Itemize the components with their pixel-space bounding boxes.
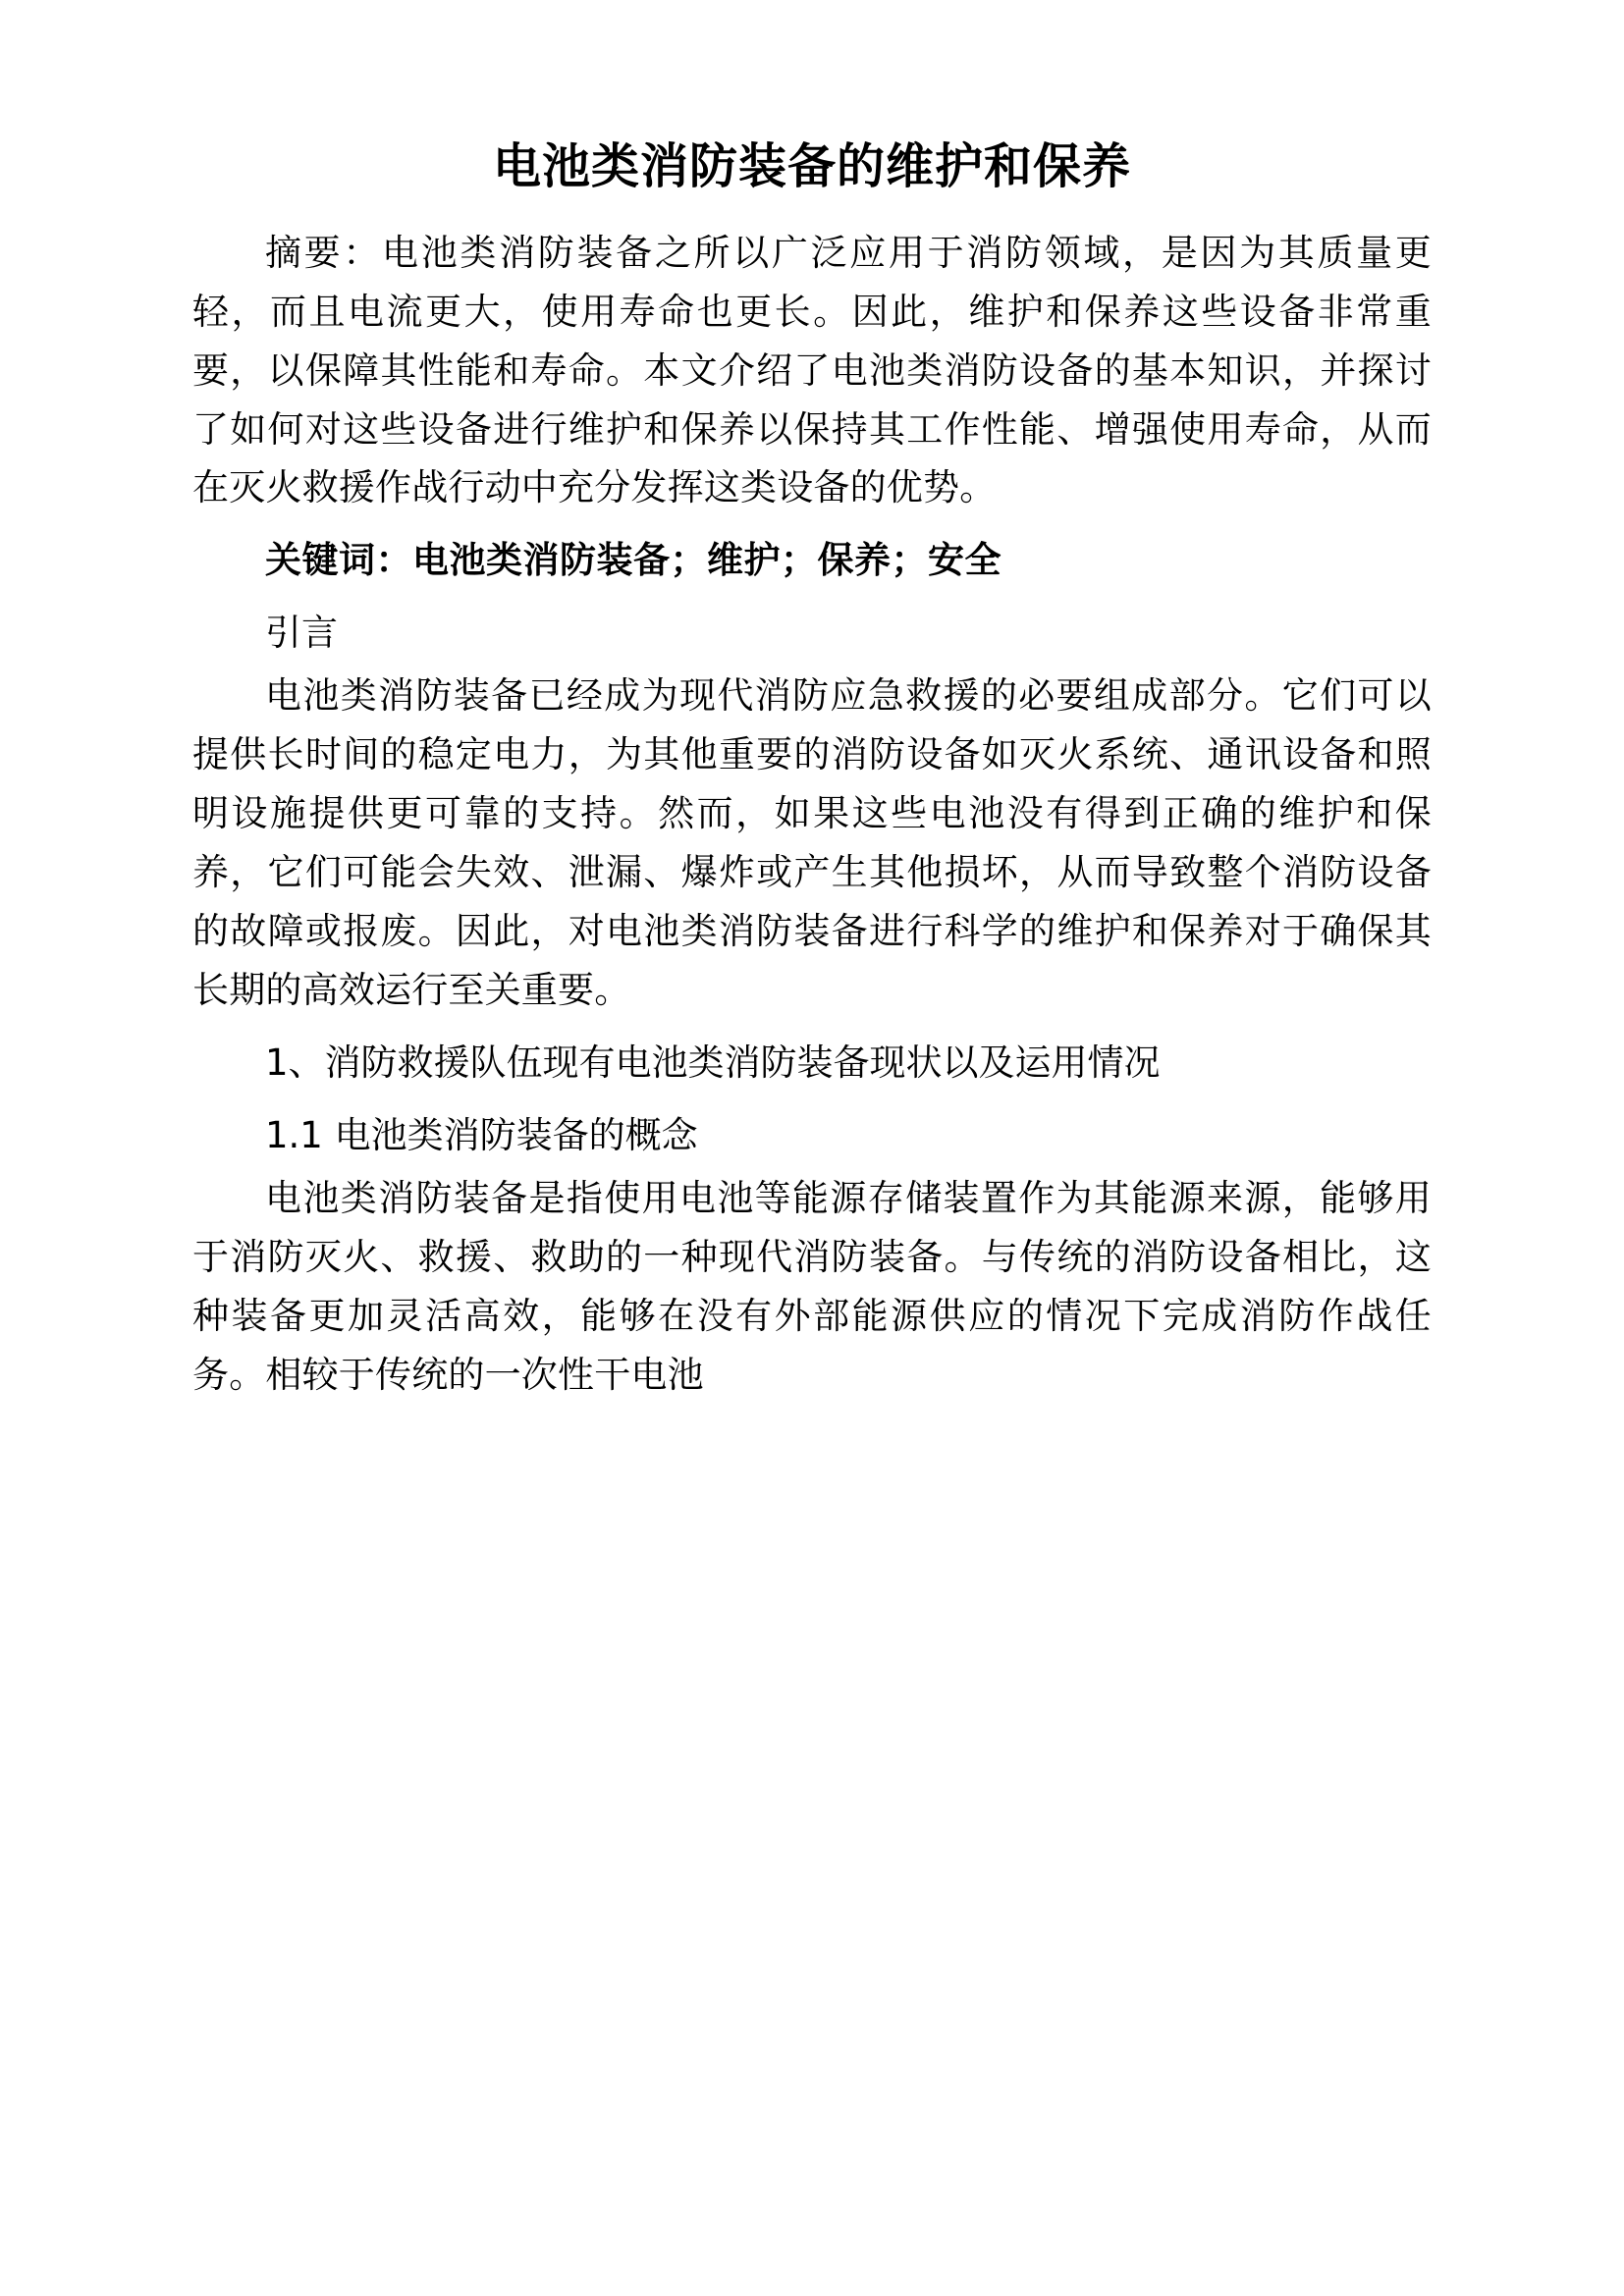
spacer <box>192 521 1432 531</box>
spacer <box>192 1024 1432 1034</box>
spacer <box>192 594 1432 604</box>
section-1-1-paragraph: 电池类消防装备是指使用电池等能源存储装置作为其能源来源，能够用于消防灭火、救援、救助的一种现代消防装备。与传统的消防设备相比，这种装备更加灵活高效，能够在没有外部能源供应的情况下完成消防作战任务。相较于传统的一次性干电池 <box>192 1176 1432 1396</box>
section-heading-introduction: 引言 <box>265 612 338 655</box>
introduction-paragraph: 电池类消防装备已经成为现代消防应急救援的必要组成部分。它们可以提供长时间的稳定电力，为其他重要的消防设备如灭火系统、通讯设备和照明设施提供更可靠的支持。然而，如果这些电池没有得到正确的维护和保养，它们可能会失效、泄漏、爆炸或产生其他损坏，从而导致整个消防设备的故障或报废。因此，对电池类消防装备进行科学的维护和保养对于确保其长期的高效运行至关重要。 <box>192 674 1432 1011</box>
abstract-paragraph: 摘要：电池类消防装备之所以广泛应用于消防领域，是因为其质量更轻，而且电流更大，使用寿命也更长。因此，维护和保养这些设备非常重要，以保障其性能和寿命。本文介绍了电池类消防设备的基本知识，并探讨了如何对这些设备进行维护和保养以保持其工作性能、增强使用寿命，从而在灭火救援作战行动中充分发挥这类设备的优势。 <box>192 231 1432 509</box>
page-title: 电池类消防装备的维护和保养 <box>492 138 1131 194</box>
section-heading-1-1: 1.1 电池类消防装备的概念 <box>265 1113 698 1156</box>
spacer <box>192 1096 1432 1106</box>
section-heading-1: 1、消防救援队伍现有电池类消防装备现状以及运用情况 <box>265 1041 1161 1084</box>
keywords-line: 关键词：电池类消防装备；维护；保养；安全 <box>265 539 1001 582</box>
